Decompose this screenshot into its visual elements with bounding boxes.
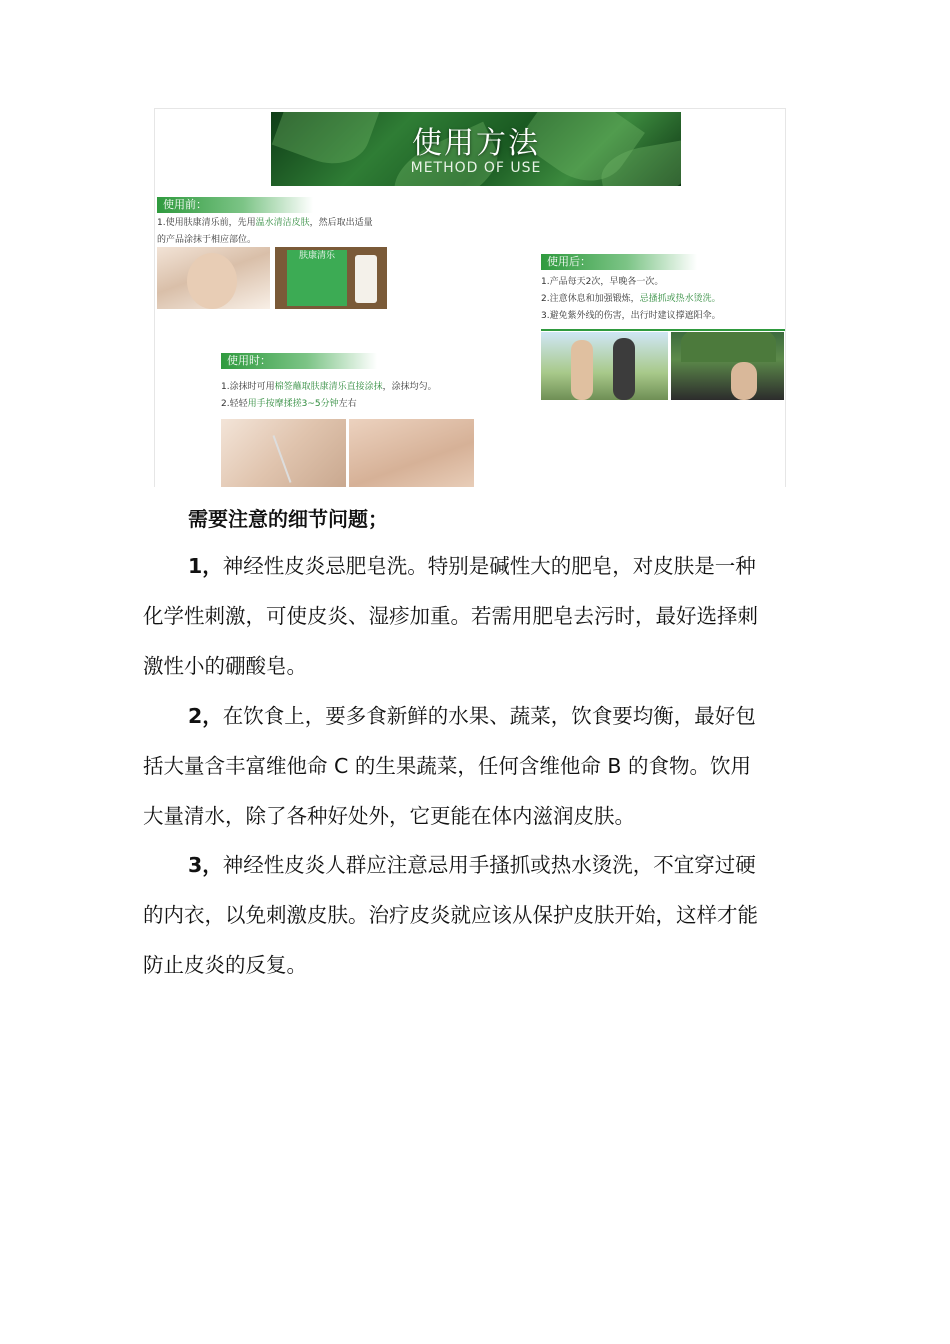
after-line3-end: 出行时建议撑遮阳伞。 — [630, 311, 721, 321]
section-heading: 需要注意的细节问题； — [188, 507, 388, 531]
product-box — [287, 250, 347, 306]
person-shape — [571, 340, 593, 400]
paragraph-2 — [143, 691, 823, 841]
before-line1-highlight: 温水清洁皮肤 — [255, 218, 310, 228]
product-photo — [275, 247, 387, 309]
before-line1: 1.使用肤康清乐前，先用 — [157, 218, 256, 228]
during-line2: 2.轻轻 — [221, 399, 248, 409]
umbrella-shape — [681, 332, 776, 362]
paragraph-number: 3， — [188, 853, 223, 877]
paragraph-1 — [143, 541, 823, 691]
product-bottle — [355, 255, 377, 303]
paragraph-line: 神经性皮炎人群应注意忌用手搔抓或热水烫洗，不宜穿过硬 — [222, 853, 756, 877]
paragraph-line: 化学性刺激，可使皮炎、湿疹加重。若需用肥皂去污时，最好选择刺 — [143, 604, 758, 628]
person-shape — [731, 362, 757, 400]
after-use-text — [541, 274, 783, 325]
paragraph-line: 防止皮炎的反复。 — [143, 953, 307, 977]
before-line1-end: ，然后取出适量 — [309, 218, 373, 228]
after-use-label: 使用后： — [541, 254, 697, 270]
usage-method-figure — [154, 108, 786, 487]
paragraph-number: 2， — [188, 704, 223, 728]
person-shape — [613, 338, 635, 400]
paragraph-line: 大量清水，除了各种好处外，它更能在体内滋润皮肤。 — [143, 804, 635, 828]
during-use-text — [221, 379, 541, 413]
before-use-text — [157, 215, 397, 249]
during-line1-highlight: 棉签蘸取肤康清乐直接涂抹 — [274, 382, 383, 392]
after-line2: 2.注意休息和加强锻炼， — [541, 294, 640, 304]
jogging-photo — [541, 332, 668, 400]
during-use-label: 使用时： — [221, 353, 377, 369]
banner-title: 使用方法 — [412, 126, 540, 161]
paragraph-line: 的内衣，以免刺激皮肤。治疗皮炎就应该从保护皮肤开始，这样才能 — [143, 903, 758, 927]
before-use-label: 使用前： — [157, 197, 313, 213]
paragraph-line: 括大量含丰富维他命 C 的生果蔬菜，任何含维他命 B 的食物。饮用 — [143, 754, 751, 778]
paragraph-line: 神经性皮炎忌肥皂洗。特别是碱性大的肥皂，对皮肤是一种 — [222, 554, 756, 578]
paragraph-line: 激性小的硼酸皂。 — [143, 654, 307, 678]
during-line1: 1.涂抹时可用 — [221, 382, 275, 392]
during-line1-end: ，涂抹均匀。 — [382, 382, 437, 392]
after-use-divider — [541, 329, 785, 331]
paragraph-3 — [143, 840, 823, 990]
banner-subtitle: METHOD OF USE — [410, 160, 542, 176]
umbrella-photo — [671, 332, 784, 400]
massage-photo — [349, 419, 474, 487]
after-line3: 3.避免紫外线的伤害， — [541, 311, 631, 321]
after-line2-highlight: 忌搔抓或热水烫洗。 — [639, 294, 721, 304]
face-washing-photo — [157, 247, 270, 309]
before-line2: 的产品涂抹于相应部位。 — [157, 235, 257, 245]
after-line1: 1.产品每天2次，早晚各一次。 — [541, 277, 664, 287]
paragraph-line: 在饮食上，要多食新鲜的水果、蔬菜，饮食要均衡，最好包 — [222, 704, 756, 728]
during-line2-end: 左右 — [338, 399, 357, 409]
cotton-swab — [273, 435, 292, 483]
face-shape — [187, 253, 237, 309]
cotton-swab-photo — [221, 419, 346, 487]
paragraph-number: 1， — [188, 554, 223, 578]
during-line2-highlight: 用手按摩揉搓3~5分钟 — [247, 399, 339, 409]
banner — [271, 112, 681, 186]
product-box-text: 肤康清乐 — [298, 251, 335, 261]
